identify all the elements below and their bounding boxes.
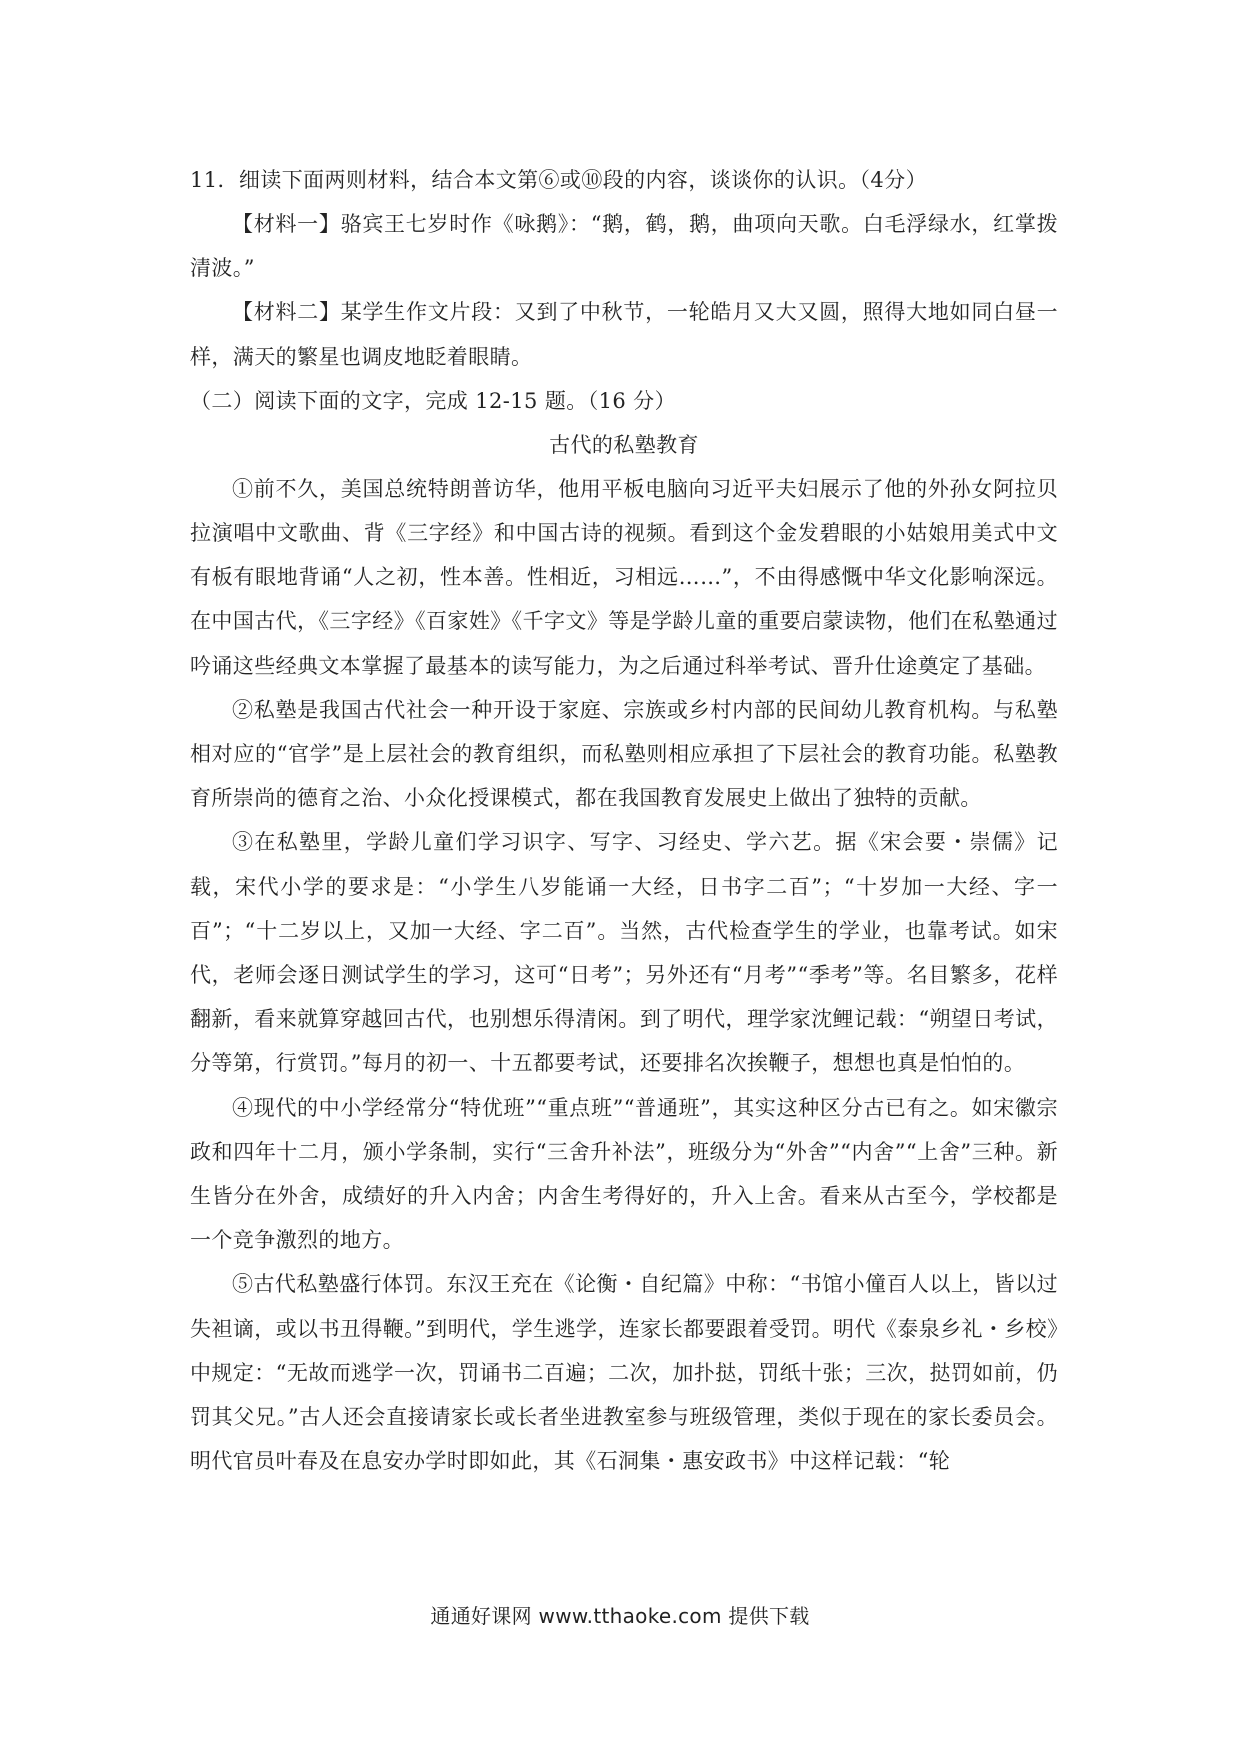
paragraph-5: ⑤古代私塾盛行体罚。东汉王充在《论衡・自纪篇》中称：“书馆小僮百人以上，皆以过失袒谪，或以书丑得鞭。”到明代，学生逃学，连家长都要跟着受罚。明代《泰泉乡礼・乡校》中规定：“无故而逃学一次，罚诵书二百遍；二次，加扑挞，罚纸十张；三次，挞罚如前，仍罚其父兄。”古人还会直接请家长或长者坐进教室参与班级管理，类似于现在的家长委员会。明代官员叶春及在息安办学时即如此，其《石洞集・惠安政书》中这样记载：“轮 [190, 1272, 1058, 1474]
paragraph-3: ③在私塾里，学龄儿童们学习识字、写字、习经史、学六艺。据《宋会要・崇儒》记载，宋代小学的要求是：“小学生八岁能诵一大经，日书字二百”；“十岁加一大经、字一百”；“十二岁以上，又加一大经、字二百”。当然，古代检查学生的学业，也靠考试。如宋代，老师会逐日测试学生的学习，这可“日考”；另外还有“月考”“季考”等。名目繁多，花样翻新，看来就算穿越回古代，也别想乐得清闲。到了明代，理学家沈鲤记载：“朔望日考试，分等第，行赏罚。”每月的初一、十五都要考试，还要排名次挨鞭子，想想也真是怕怕的。 [190, 830, 1058, 1076]
material-one: 【材料一】骆宾王七岁时作《咏鹅》：“鹅，鹤，鹅，曲项向天歌。白毛浮绿水，红掌拨清波。” [190, 212, 1058, 281]
paragraph-4: ④现代的中小学经常分“特优班”“重点班”“普通班”，其实这种区分古已有之。如宋徽宗政和四年十二月，颁小学条制，实行“三舍升补法”，班级分为“外舍”“内舍”“上舍”三种。新生皆分在外舍，成绩好的升入内舍；内舍生考得好的，升入上舍。看来从古至今，学校都是一个竞争激烈的地方。 [190, 1095, 1058, 1253]
material-two: 【材料二】某学生作文片段：又到了中秋节，一轮皓月又大又圆，照得大地如同白昼一样，满天的繁星也调皮地眨着眼睛。 [190, 300, 1058, 369]
question-11: 11．细读下面两则材料，结合本文第⑥或⑩段的内容，谈谈你的认识。（4分） [190, 168, 927, 192]
paragraph-1: ①前不久，美国总统特朗普访华，他用平板电脑向习近平夫妇展示了他的外孙女阿拉贝拉演唱中文歌曲、背《三字经》和中国古诗的视频。看到这个金发碧眼的小姑娘用美式中文有板有眼地背诵“人之初，性本善。性相近，习相远……”，不由得感慨中华文化影响深远。在中国古代，《三字经》《百家姓》《千字文》等是学龄儿童的重要启蒙读物，他们在私塾通过吟诵这些经典文本掌握了最基本的读写能力，为之后通过科举考试、晋升仕途奠定了基础。 [190, 476, 1058, 678]
paragraph-2: ②私塾是我国古代社会一种开设于家庭、宗族或乡村内部的民间幼儿教育机构。与私塾相对应的“官学”是上层社会的教育组织，而私塾则相应承担了下层社会的教育功能。私塾教育所崇尚的德育之治、小众化授课模式，都在我国教育发展史上做出了独特的贡献。 [190, 697, 1058, 811]
page-footer: 通通好课网 www.tthaoke.com 提供下载 [430, 1604, 810, 1628]
section-heading: （二）阅读下面的文字，完成 12-15 题。（16 分） [190, 388, 676, 413]
page-content [190, 158, 1058, 1483]
article-title: 古代的私塾教育 [549, 432, 699, 457]
